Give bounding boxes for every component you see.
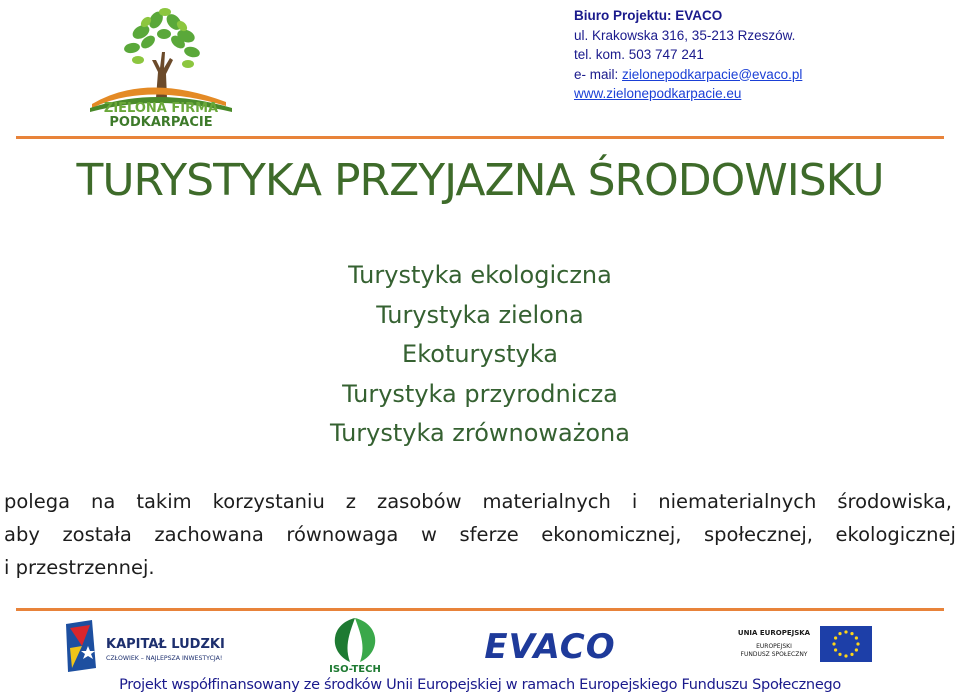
email-row [574,65,802,85]
description-word: zasobów [377,490,462,513]
description-word: na [91,490,116,513]
eu-star-icon [838,653,841,656]
term-item: Ekoturystyka [402,340,558,368]
website-link[interactable]: www.zielonepodkarpacie.eu [574,86,742,101]
ue-line1: UNIA EUROPEJSKA [738,629,811,637]
isotech-text: ISO-TECH [329,664,381,674]
eu-star-icon [850,632,853,635]
term-item: Turystyka zrównoważona [330,419,630,447]
eu-star-icon [856,642,859,645]
eu-fund-logo [738,624,874,668]
company-name: Biuro Projektu: EVACO [574,8,723,23]
description-word: zachowana [154,523,264,546]
terms-list [0,256,960,454]
description-word: polega [4,490,71,513]
term-item: Turystyka przyrodnicza [342,379,618,408]
description-word: równowaga [286,523,399,546]
email-label: e- mail: [574,66,623,82]
eu-star-icon [834,648,837,651]
description-word: i [631,490,638,513]
eu-star-icon [844,630,847,633]
email-link[interactable]: zielonepodkarpacie@evaco.pl [622,66,803,82]
ue-line2: EUROPEJSKI [756,643,792,650]
leaf-icon [335,618,375,662]
description-word: sferze [459,523,519,546]
eu-flag-icon [820,626,872,662]
phone: tel. kom. 503 747 241 [574,47,704,62]
zielona-firma-logo [86,2,236,130]
logo-text-line1: ZIELONA FIRMA [103,101,219,116]
term-item: Turystyka zielona [376,300,584,329]
eu-star-icon [855,636,858,639]
page-title: TURYSTYKA PRZYJAZNA ŚRODOWISKU [76,155,884,206]
kapital-ludzki-logo [62,618,232,674]
term-item: Turystyka ekologiczna [348,261,612,289]
eu-star-icon [855,648,858,651]
kapital-line1: KAPITAŁ LUDZKI [106,637,225,652]
description-word: została [62,523,132,546]
iso-tech-logo [320,616,390,674]
contact-block [574,6,802,104]
top-divider [16,136,944,139]
description-word: korzystaniu [212,490,325,513]
description-word: środowiska, [837,490,952,513]
description-word: niematerialnych [658,490,817,513]
evaco-text: EVACO [484,628,616,664]
kapital-line2: CZŁOWIEK – NAJLEPSZA INWESTYCJA! [106,655,223,662]
eu-star-icon [838,632,841,635]
description-word: aby [4,523,40,546]
description-word: ekonomicznej, [541,523,682,546]
address: ul. Krakowska 316, 35-213 Rzeszów. [574,27,796,43]
footer-note: Projekt współfinansowany ze środków Unii Europejskiej w ramach Europejskiego Funduszu Społecznego [119,677,841,693]
ue-line3: FUNDUSZ SPOŁECZNY [740,651,808,658]
bottom-divider [16,608,944,611]
eu-star-icon [844,654,847,657]
description-line-3: i przestrzennej. [4,556,155,579]
description-word: takim [136,490,192,513]
evaco-logo [470,628,630,664]
description-line-2 [0,518,960,551]
description-word: ekologicznej [835,523,956,546]
description-word: w [420,523,437,546]
eu-star-icon [850,653,853,656]
description-word: z [345,490,357,513]
eu-star-icon [834,636,837,639]
description-word: materialnych [482,490,611,513]
logo-text-line2: PODKARPACIE [109,115,213,130]
description-word: społecznej, [704,523,813,546]
kapital-ludzki-emblem-icon [66,620,96,672]
description-line-1 [0,485,960,518]
description [0,485,960,584]
eu-star-icon [832,642,835,645]
